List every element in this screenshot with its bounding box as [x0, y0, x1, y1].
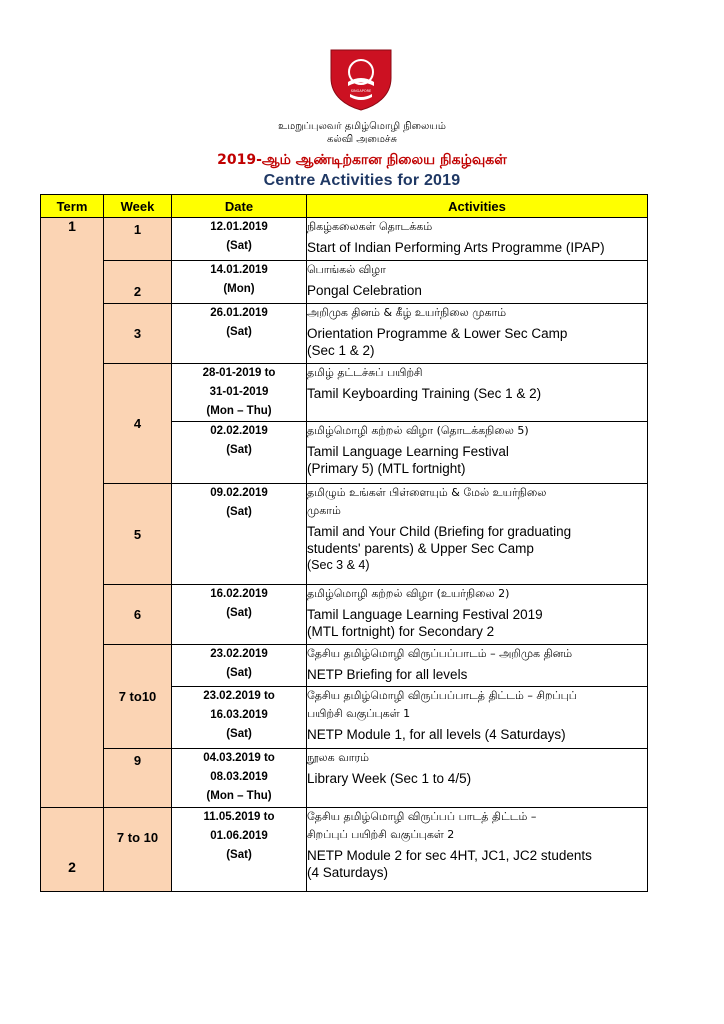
- week-cell: 6: [104, 585, 172, 645]
- ministry-crest-logo: [328, 48, 394, 112]
- date-cell: [172, 422, 307, 484]
- week-cell: 1: [104, 218, 172, 261]
- page-title-english: Centre Activities for 2019: [263, 172, 461, 189]
- week-cell: 2: [104, 261, 172, 304]
- activity-english-text: Tamil Language Learning Festival: [307, 444, 509, 459]
- activity-tamil-text: பயிற்சி வகுப்புகள் 1: [307, 707, 411, 720]
- activity-cell: [307, 749, 648, 808]
- date-cell: [172, 808, 307, 892]
- date-text: (Mon – Thu): [206, 405, 272, 417]
- date-text: 16.03.2019: [210, 709, 268, 721]
- table-row: [41, 484, 648, 585]
- table-row: [41, 808, 648, 892]
- date-text: (Sat): [226, 667, 252, 679]
- activity-english-text: (Sec 1 & 2): [307, 343, 375, 358]
- activity-tamil-text: நிகழ்கலைகள் தொடக்கம்: [307, 220, 433, 233]
- activity-cell: [307, 304, 648, 364]
- date-text: 12.01.2019: [210, 221, 268, 233]
- activity-english-text: Tamil Keyboarding Training (Sec 1 & 2): [307, 386, 542, 401]
- activity-cell: [307, 585, 648, 645]
- ministry-name: கல்வி அமைச்சு: [327, 134, 397, 145]
- activity-english-text: Orientation Programme & Lower Sec Camp: [307, 326, 568, 341]
- header-week: Week: [104, 195, 172, 218]
- activity-tamil-text: பொங்கல் விழா: [307, 263, 386, 276]
- week-cell: 5: [104, 484, 172, 585]
- date-text: 28-01-2019 to: [202, 367, 276, 379]
- activity-english-text: (Primary 5) (MTL fortnight): [307, 461, 466, 476]
- date-cell: [172, 304, 307, 364]
- activity-tamil-text: நூலக வாரம்: [307, 751, 370, 764]
- activity-cell: [307, 218, 648, 261]
- table-row: [41, 261, 648, 304]
- term-cell: 2: [41, 808, 104, 892]
- header-term: Term: [41, 195, 104, 218]
- date-text: (Sat): [226, 506, 252, 518]
- activity-english-text: Tamil Language Learning Festival 2019: [307, 607, 543, 622]
- activity-cell: [307, 364, 648, 422]
- header-activities: Activities: [307, 195, 648, 218]
- activity-tamil-text: தமிழ் தட்டச்சுப் பயிற்சி: [307, 366, 423, 379]
- date-cell: [172, 261, 307, 304]
- page-title-tamil: 2019-ஆம் ஆண்டிற்கான நிலைய நிகழ்வுகள்: [217, 152, 507, 168]
- table-row: [41, 585, 648, 645]
- table-row: [41, 218, 648, 261]
- activity-tamil-text: தேசிய தமிழ்மொழி விருப்பப் பாடத் திட்டம் –: [307, 810, 537, 823]
- activity-tamil-text: தமிழும் உங்கள் பிள்ளையும் & மேல் உயர்நிலை: [307, 486, 547, 499]
- activity-english-text: Pongal Celebration: [307, 283, 422, 298]
- date-cell: [172, 364, 307, 422]
- activity-cell: [307, 687, 648, 749]
- date-text: (Sat): [226, 607, 252, 619]
- week-cell: 9: [104, 749, 172, 808]
- date-cell: [172, 687, 307, 749]
- date-text: 04.03.2019 to: [203, 752, 275, 764]
- term-cell: 1: [41, 218, 104, 808]
- table-header-row: [41, 195, 648, 218]
- date-text: 02.02.2019: [210, 425, 268, 437]
- activity-cell: [307, 484, 648, 585]
- svg-text:SINGAPORE: SINGAPORE: [350, 89, 372, 93]
- activity-english-text: Start of Indian Performing Arts Programme (IPAP): [307, 240, 605, 255]
- table-row: [41, 304, 648, 364]
- date-cell: [172, 749, 307, 808]
- activity-tamil-text: சிறப்புப் பயிற்சி வகுப்புகள் 2: [307, 828, 455, 841]
- activity-english-text: NETP Module 2 for sec 4HT, JC1, JC2 students: [307, 848, 592, 863]
- date-text: (Sat): [226, 240, 252, 252]
- date-text: 01.06.2019: [210, 830, 268, 842]
- activity-tamil-text: முகாம்: [307, 504, 341, 517]
- date-cell: [172, 484, 307, 585]
- activity-english-text: NETP Module 1, for all levels (4 Saturdays): [307, 727, 566, 742]
- activity-cell: [307, 808, 648, 892]
- week-cell: 7 to 10: [104, 808, 172, 892]
- date-cell: [172, 585, 307, 645]
- activity-tamil-text: அறிமுக தினம் & கீழ் உயர்நிலை முகாம்: [307, 306, 507, 319]
- organisation-name: உமறுப்புலவர் தமிழ்மொழி நிலையம்: [278, 121, 446, 132]
- week-cell: 7 to10: [104, 645, 172, 749]
- activity-cell: [307, 422, 648, 484]
- date-text: 08.03.2019: [210, 771, 268, 783]
- date-text: 16.02.2019: [210, 588, 268, 600]
- activity-tamil-text: தமிழ்மொழி கற்றல் விழா (தொடக்கநிலை 5): [307, 424, 529, 437]
- date-cell: [172, 645, 307, 687]
- date-text: (Sat): [226, 849, 252, 861]
- date-text: 31-01-2019: [209, 386, 269, 398]
- date-cell: [172, 218, 307, 261]
- date-text: (Sat): [226, 326, 252, 338]
- table-row: [41, 364, 648, 422]
- date-text: (Sat): [226, 444, 252, 456]
- date-text: 23.02.2019 to: [203, 690, 275, 702]
- activities-table: [40, 194, 648, 892]
- activity-english-text: Tamil and Your Child (Briefing for graduating: [307, 524, 572, 539]
- activity-tamil-text: தேசிய தமிழ்மொழி விருப்பப்பாடத் திட்டம் – சிறப்புப்: [307, 689, 577, 702]
- date-text: (Sat): [226, 728, 252, 740]
- header-date: Date: [172, 195, 307, 218]
- activity-english-text: (4 Saturdays): [307, 865, 389, 880]
- activity-english-text: NETP Briefing for all levels: [307, 667, 468, 682]
- activity-cell: [307, 645, 648, 687]
- date-text: (Mon – Thu): [206, 790, 272, 802]
- week-cell: 4: [104, 364, 172, 484]
- date-text: 23.02.2019: [210, 648, 268, 660]
- activity-tamil-text: தமிழ்மொழி கற்றல் விழா (உயர்நிலை 2): [307, 587, 510, 600]
- activity-english-text: students' parents) & Upper Sec Camp: [307, 541, 534, 556]
- activity-tamil-text: தேசிய தமிழ்மொழி விருப்பப்பாடம் – அறிமுக தினம்: [307, 647, 573, 660]
- date-text: 09.02.2019: [210, 487, 268, 499]
- activity-english-text: Library Week (Sec 1 to 4/5): [307, 771, 472, 786]
- week-cell: 3: [104, 304, 172, 364]
- activity-english-text: (MTL fortnight) for Secondary 2: [307, 624, 495, 639]
- date-text: 14.01.2019: [210, 264, 268, 276]
- table-row: [41, 749, 648, 808]
- table-row: [41, 645, 648, 687]
- date-text: 11.05.2019 to: [203, 811, 275, 823]
- date-text: (Mon): [223, 283, 255, 295]
- activity-english-text: (Sec 3 & 4): [307, 558, 370, 572]
- date-text: 26.01.2019: [210, 307, 268, 319]
- activity-cell: [307, 261, 648, 304]
